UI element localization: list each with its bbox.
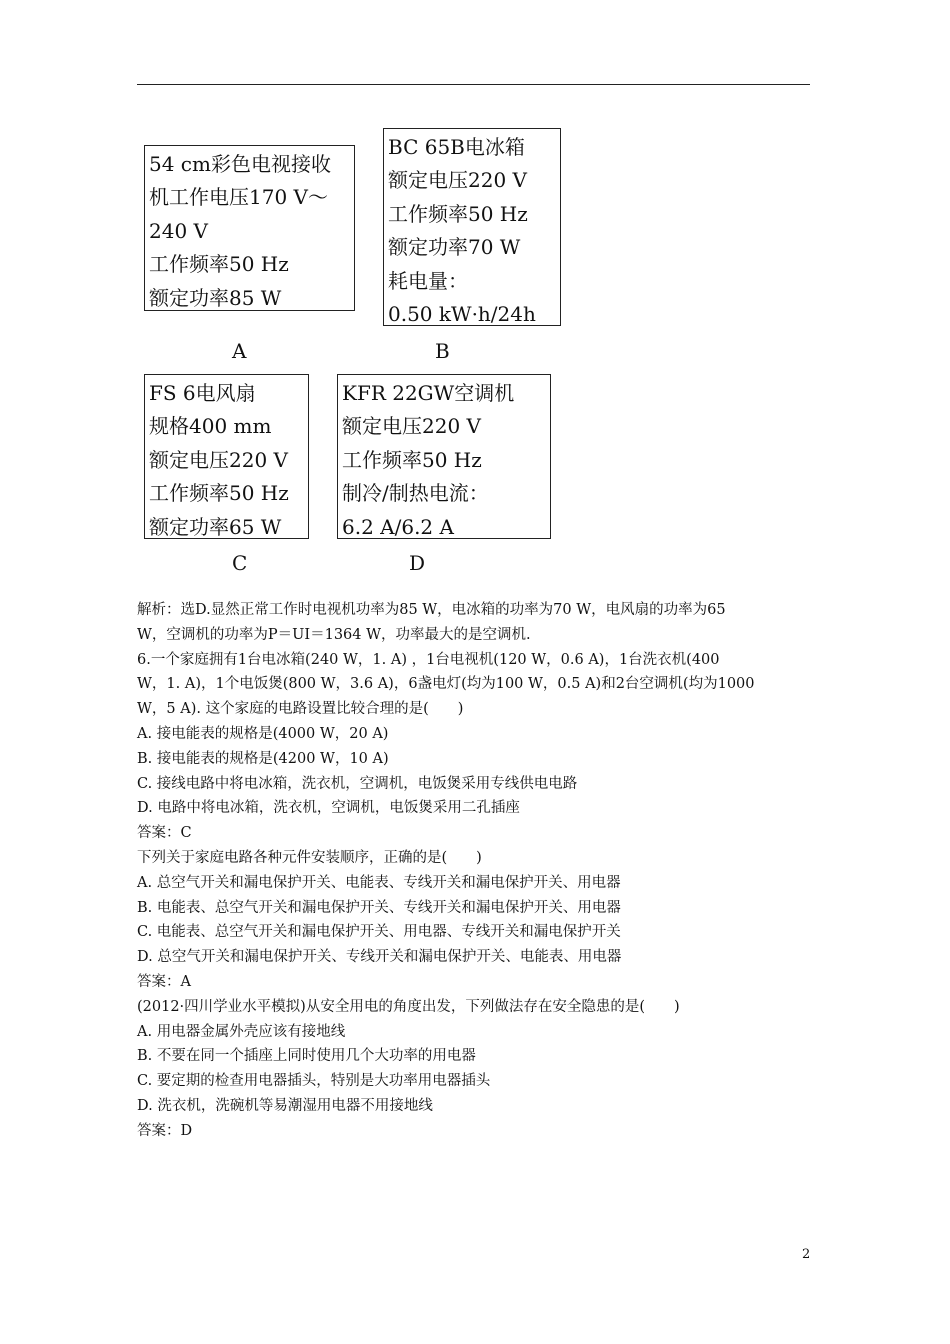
- option-label-d: D: [409, 551, 426, 575]
- nameplate-b: [383, 128, 561, 326]
- nameplate-line: 额定功率65 W: [149, 514, 282, 539]
- nameplate-line: 耗电量：: [388, 268, 468, 293]
- nameplate-line: 额定电压220 V: [388, 168, 527, 193]
- choice-line: D. 电路中将电冰箱，洗衣机，空调机，电饭煲采用二孔插座: [137, 800, 520, 817]
- nameplate-line: 机工作电压170 V～: [149, 185, 328, 210]
- header-rule: [137, 84, 810, 85]
- question-line: 下列关于家庭电路各种元件安装顺序，正确的是( ): [137, 849, 482, 866]
- analysis-line: 解析：选D.显然正常工作时电视机功率为85 W，电冰箱的功率为70 W，电风扇的功率为65: [137, 602, 726, 618]
- nameplate-a: [144, 145, 355, 311]
- answer-line: 答案：C: [137, 825, 192, 842]
- choice-line: B. 电能表、总空气开关和漏电保护开关、专线开关和漏电保护开关、用电器: [137, 899, 621, 916]
- nameplate-d: [337, 374, 551, 539]
- choice-line: D. 洗衣机，洗碗机等易潮湿用电器不用接地线: [137, 1097, 433, 1114]
- nameplate-line: 工作频率50 Hz: [388, 201, 528, 226]
- choice-line: B. 接电能表的规格是(4200 W，10 A): [137, 750, 389, 767]
- question-line: (2012·四川学业水平模拟)从安全用电的角度出发，下列做法存在安全隐患的是( ): [137, 998, 680, 1015]
- nameplate-line: BC 65B电冰箱: [388, 135, 525, 159]
- nameplate-line: 0.50 kW·h/24h: [388, 301, 536, 326]
- nameplate-line: FS 6电风扇: [149, 381, 256, 405]
- option-label-c: C: [232, 551, 248, 575]
- nameplate-line: 额定功率70 W: [388, 235, 521, 260]
- nameplate-line: 额定电压220 V: [342, 414, 481, 439]
- question-line: W，1. A)，1个电饭煲(800 W，3.6 A)，6盏电灯(均为100 W，0.5 A)和2台空调机(均为1000: [137, 676, 755, 693]
- page-number: 2: [802, 1247, 811, 1262]
- option-label-a: A: [232, 339, 247, 363]
- nameplate-line: KFR 22GW空调机: [342, 381, 515, 405]
- nameplate-line: 工作频率50 Hz: [149, 252, 289, 277]
- question-line: W，5 A). 这个家庭的电路设置比较合理的是( ): [137, 701, 464, 718]
- answer-line: 答案：D: [137, 1122, 193, 1139]
- answer-line: 答案：A: [137, 973, 191, 990]
- document-body: [137, 598, 817, 1144]
- question-line: 6.一个家庭拥有1台电冰箱(240 W，1. A) ，1台电视机(120 W，0.6 A)，1台洗衣机(400: [137, 651, 720, 668]
- choice-line: A. 总空气开关和漏电保护开关、电能表、专线开关和漏电保护开关、用电器: [137, 874, 621, 891]
- option-label-b: B: [435, 339, 450, 363]
- nameplate-line: 制冷/制热电流：: [342, 481, 489, 506]
- choice-line: C. 接线电路中将电冰箱，洗衣机，空调机，电饭煲采用专线供电电路: [137, 775, 578, 792]
- choice-line: A. 用电器金属外壳应该有接地线: [137, 1023, 346, 1040]
- choice-line: A. 接电能表的规格是(4000 W，20 A): [137, 725, 389, 742]
- choice-line: C. 要定期的检查用电器插头，特别是大功率用电器插头: [137, 1073, 491, 1090]
- nameplate-line: 240 V: [149, 218, 208, 243]
- nameplate-line: 6.2 A/6.2 A: [342, 514, 454, 539]
- nameplate-line: 54 cm彩色电视接收: [149, 152, 331, 176]
- choice-line: C. 电能表、总空气开关和漏电保护开关、用电器、专线开关和漏电保护开关: [137, 924, 621, 941]
- nameplate-c: [144, 374, 309, 539]
- nameplate-line: 规格400 mm: [149, 414, 272, 439]
- nameplate-line: 工作频率50 Hz: [149, 481, 289, 506]
- choice-line: D. 总空气开关和漏电保护开关、专线开关和漏电保护开关、电能表、用电器: [137, 949, 622, 966]
- choice-line: B. 不要在同一个插座上同时使用几个大功率的用电器: [137, 1048, 476, 1065]
- nameplate-line: 工作频率50 Hz: [342, 447, 482, 472]
- nameplate-line: 额定电压220 V: [149, 447, 288, 472]
- analysis-line: W，空调机的功率为P＝UI＝1364 W，功率最大的是空调机.: [137, 626, 531, 643]
- nameplate-line: 额定功率85 W: [149, 285, 282, 310]
